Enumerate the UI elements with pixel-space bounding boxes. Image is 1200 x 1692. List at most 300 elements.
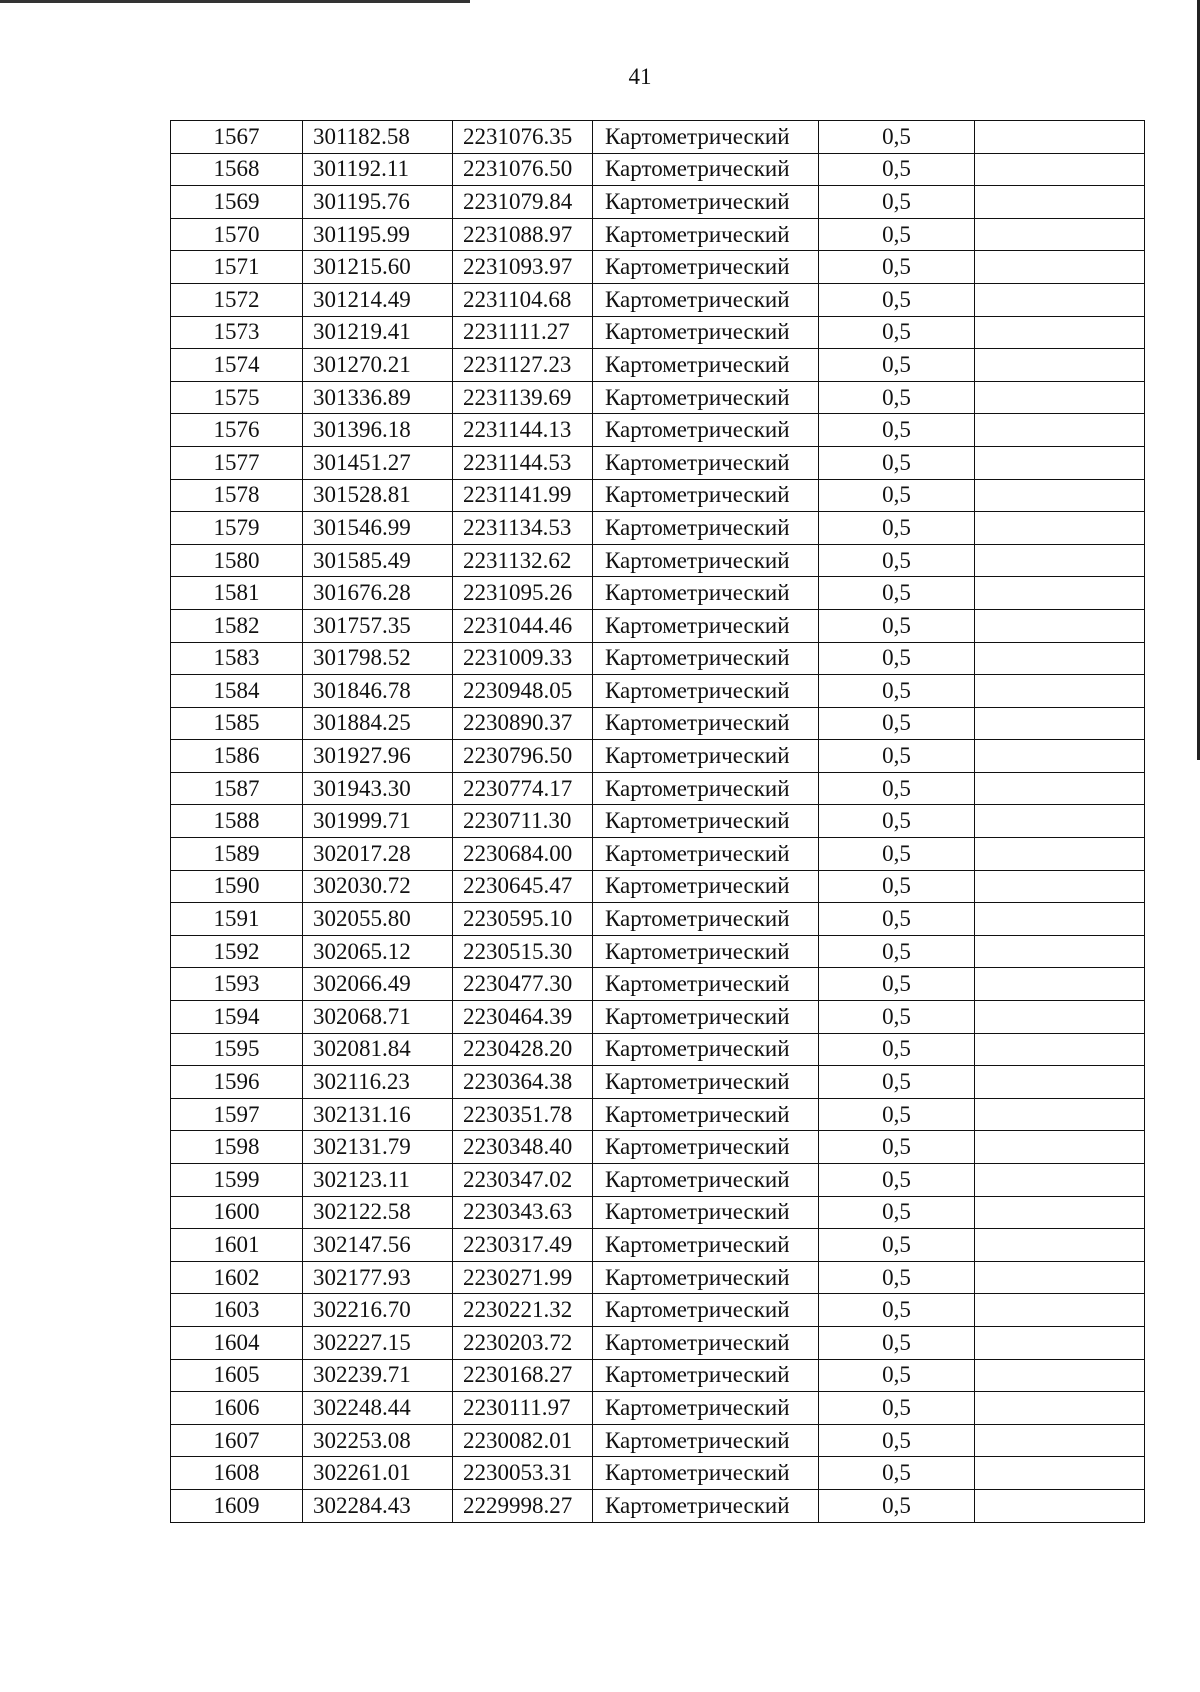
- error-cell: 0,5: [819, 1131, 975, 1164]
- x-coordinate-cell: 301195.99: [303, 218, 453, 251]
- x-coordinate-cell: 301585.49: [303, 544, 453, 577]
- y-coordinate-cell: 2230684.00: [453, 838, 593, 871]
- table-row: [171, 1392, 1145, 1425]
- error-cell: 0,5: [819, 349, 975, 382]
- x-coordinate-cell: 301219.41: [303, 316, 453, 349]
- note-cell: [975, 544, 1145, 577]
- y-coordinate-cell: 2230774.17: [453, 772, 593, 805]
- y-coordinate-cell: 2231144.13: [453, 414, 593, 447]
- x-coordinate-cell: 301546.99: [303, 512, 453, 545]
- point-number-cell: 1590: [171, 870, 303, 903]
- point-number-cell: 1568: [171, 153, 303, 186]
- method-cell: Картометрический: [593, 1033, 819, 1066]
- point-number-cell: 1604: [171, 1326, 303, 1359]
- method-cell: Картометрический: [593, 349, 819, 382]
- table-row: [171, 870, 1145, 903]
- note-cell: [975, 805, 1145, 838]
- error-cell: 0,5: [819, 707, 975, 740]
- error-cell: 0,5: [819, 316, 975, 349]
- table-row: [171, 772, 1145, 805]
- error-cell: 0,5: [819, 414, 975, 447]
- error-cell: 0,5: [819, 1359, 975, 1392]
- point-number-cell: 1575: [171, 381, 303, 414]
- note-cell: [975, 479, 1145, 512]
- error-cell: 0,5: [819, 838, 975, 871]
- y-coordinate-cell: 2231095.26: [453, 577, 593, 610]
- x-coordinate-cell: 301215.60: [303, 251, 453, 284]
- y-coordinate-cell: 2230317.49: [453, 1229, 593, 1262]
- point-number-cell: 1609: [171, 1489, 303, 1522]
- y-coordinate-cell: 2230221.32: [453, 1294, 593, 1327]
- table-row: [171, 1294, 1145, 1327]
- note-cell: [975, 642, 1145, 675]
- point-number-cell: 1580: [171, 544, 303, 577]
- point-number-cell: 1574: [171, 349, 303, 382]
- point-number-cell: 1599: [171, 1164, 303, 1197]
- method-cell: Картометрический: [593, 218, 819, 251]
- method-cell: Картометрический: [593, 577, 819, 610]
- error-cell: 0,5: [819, 642, 975, 675]
- x-coordinate-cell: 301451.27: [303, 446, 453, 479]
- table-row: [171, 903, 1145, 936]
- point-number-cell: 1608: [171, 1457, 303, 1490]
- error-cell: 0,5: [819, 935, 975, 968]
- note-cell: [975, 349, 1145, 382]
- point-number-cell: 1595: [171, 1033, 303, 1066]
- point-number-cell: 1569: [171, 186, 303, 219]
- note-cell: [975, 1229, 1145, 1262]
- x-coordinate-cell: 301884.25: [303, 707, 453, 740]
- table-row: [171, 838, 1145, 871]
- note-cell: [975, 903, 1145, 936]
- table-row: [171, 218, 1145, 251]
- method-cell: Картометрический: [593, 1457, 819, 1490]
- method-cell: Картометрический: [593, 1392, 819, 1425]
- x-coordinate-cell: 301270.21: [303, 349, 453, 382]
- table-row: [171, 805, 1145, 838]
- x-coordinate-cell: 302147.56: [303, 1229, 453, 1262]
- method-cell: Картометрический: [593, 414, 819, 447]
- page-number: 41: [628, 64, 652, 89]
- error-cell: 0,5: [819, 1489, 975, 1522]
- x-coordinate-cell: 301798.52: [303, 642, 453, 675]
- error-cell: 0,5: [819, 512, 975, 545]
- y-coordinate-cell: 2230111.97: [453, 1392, 593, 1425]
- point-number-cell: 1576: [171, 414, 303, 447]
- y-coordinate-cell: 2231144.53: [453, 446, 593, 479]
- x-coordinate-cell: 301676.28: [303, 577, 453, 610]
- point-number-cell: 1572: [171, 283, 303, 316]
- error-cell: 0,5: [819, 1001, 975, 1034]
- table-row: [171, 1326, 1145, 1359]
- note-cell: [975, 935, 1145, 968]
- method-cell: Картометрический: [593, 1131, 819, 1164]
- point-number-cell: 1571: [171, 251, 303, 284]
- method-cell: Картометрический: [593, 935, 819, 968]
- method-cell: Картометрический: [593, 446, 819, 479]
- x-coordinate-cell: 302131.79: [303, 1131, 453, 1164]
- table-row: [171, 512, 1145, 545]
- x-coordinate-cell: 302239.71: [303, 1359, 453, 1392]
- method-cell: Картометрический: [593, 479, 819, 512]
- x-coordinate-cell: 301927.96: [303, 740, 453, 773]
- error-cell: 0,5: [819, 609, 975, 642]
- table-row: [171, 316, 1145, 349]
- method-cell: Картометрический: [593, 1359, 819, 1392]
- point-number-cell: 1573: [171, 316, 303, 349]
- method-cell: Картометрический: [593, 1066, 819, 1099]
- error-cell: 0,5: [819, 121, 975, 154]
- y-coordinate-cell: 2231076.35: [453, 121, 593, 154]
- error-cell: 0,5: [819, 1424, 975, 1457]
- table-row: [171, 1261, 1145, 1294]
- note-cell: [975, 1098, 1145, 1131]
- y-coordinate-cell: 2230890.37: [453, 707, 593, 740]
- method-cell: Картометрический: [593, 1294, 819, 1327]
- table-row: [171, 707, 1145, 740]
- y-coordinate-cell: 2230796.50: [453, 740, 593, 773]
- table-row: [171, 153, 1145, 186]
- scan-edge-top: [0, 0, 470, 3]
- note-cell: [975, 1033, 1145, 1066]
- x-coordinate-cell: 301846.78: [303, 675, 453, 708]
- note-cell: [975, 153, 1145, 186]
- point-number-cell: 1585: [171, 707, 303, 740]
- y-coordinate-cell: 2231104.68: [453, 283, 593, 316]
- x-coordinate-cell: 302227.15: [303, 1326, 453, 1359]
- error-cell: 0,5: [819, 1294, 975, 1327]
- note-cell: [975, 446, 1145, 479]
- note-cell: [975, 968, 1145, 1001]
- note-cell: [975, 414, 1145, 447]
- note-cell: [975, 1359, 1145, 1392]
- error-cell: 0,5: [819, 1229, 975, 1262]
- table-row: [171, 414, 1145, 447]
- method-cell: Картометрический: [593, 283, 819, 316]
- y-coordinate-cell: 2230464.39: [453, 1001, 593, 1034]
- point-number-cell: 1581: [171, 577, 303, 610]
- table-row: [171, 1066, 1145, 1099]
- y-coordinate-cell: 2231132.62: [453, 544, 593, 577]
- error-cell: 0,5: [819, 544, 975, 577]
- table-row: [171, 283, 1145, 316]
- table-row: [171, 121, 1145, 154]
- y-coordinate-cell: 2230347.02: [453, 1164, 593, 1197]
- method-cell: Картометрический: [593, 1424, 819, 1457]
- x-coordinate-cell: 302216.70: [303, 1294, 453, 1327]
- method-cell: Картометрический: [593, 1164, 819, 1197]
- point-number-cell: 1594: [171, 1001, 303, 1034]
- table-row: [171, 609, 1145, 642]
- error-cell: 0,5: [819, 968, 975, 1001]
- note-cell: [975, 1457, 1145, 1490]
- point-number-cell: 1567: [171, 121, 303, 154]
- table-row: [171, 1164, 1145, 1197]
- table-row: [171, 1033, 1145, 1066]
- table-row: [171, 381, 1145, 414]
- method-cell: Картометрический: [593, 903, 819, 936]
- point-number-cell: 1596: [171, 1066, 303, 1099]
- x-coordinate-cell: 301943.30: [303, 772, 453, 805]
- method-cell: Картометрический: [593, 1196, 819, 1229]
- error-cell: 0,5: [819, 740, 975, 773]
- error-cell: 0,5: [819, 675, 975, 708]
- y-coordinate-cell: 2230948.05: [453, 675, 593, 708]
- note-cell: [975, 740, 1145, 773]
- method-cell: Картометрический: [593, 1098, 819, 1131]
- error-cell: 0,5: [819, 381, 975, 414]
- y-coordinate-cell: 2231134.53: [453, 512, 593, 545]
- y-coordinate-cell: 2231079.84: [453, 186, 593, 219]
- error-cell: 0,5: [819, 479, 975, 512]
- point-number-cell: 1600: [171, 1196, 303, 1229]
- x-coordinate-cell: 302055.80: [303, 903, 453, 936]
- error-cell: 0,5: [819, 1261, 975, 1294]
- error-cell: 0,5: [819, 805, 975, 838]
- y-coordinate-cell: 2231127.23: [453, 349, 593, 382]
- method-cell: Картометрический: [593, 186, 819, 219]
- x-coordinate-cell: 301195.76: [303, 186, 453, 219]
- note-cell: [975, 1164, 1145, 1197]
- method-cell: Картометрический: [593, 772, 819, 805]
- y-coordinate-cell: 2230364.38: [453, 1066, 593, 1099]
- y-coordinate-cell: 2231009.33: [453, 642, 593, 675]
- note-cell: [975, 186, 1145, 219]
- x-coordinate-cell: 302065.12: [303, 935, 453, 968]
- x-coordinate-cell: 301757.35: [303, 609, 453, 642]
- table-row: [171, 675, 1145, 708]
- error-cell: 0,5: [819, 870, 975, 903]
- table-row: [171, 1196, 1145, 1229]
- error-cell: 0,5: [819, 1196, 975, 1229]
- point-number-cell: 1587: [171, 772, 303, 805]
- point-number-cell: 1598: [171, 1131, 303, 1164]
- note-cell: [975, 1001, 1145, 1034]
- note-cell: [975, 1261, 1145, 1294]
- note-cell: [975, 316, 1145, 349]
- table-row: [171, 544, 1145, 577]
- note-cell: [975, 675, 1145, 708]
- table-row: [171, 1359, 1145, 1392]
- x-coordinate-cell: 302081.84: [303, 1033, 453, 1066]
- table-row: [171, 1001, 1145, 1034]
- table-row: [171, 446, 1145, 479]
- x-coordinate-cell: 302123.11: [303, 1164, 453, 1197]
- y-coordinate-cell: 2231111.27: [453, 316, 593, 349]
- point-number-cell: 1593: [171, 968, 303, 1001]
- y-coordinate-cell: 2229998.27: [453, 1489, 593, 1522]
- table-row: [171, 349, 1145, 382]
- method-cell: Картометрический: [593, 740, 819, 773]
- y-coordinate-cell: 2231093.97: [453, 251, 593, 284]
- error-cell: 0,5: [819, 186, 975, 219]
- coordinates-table-body: [171, 121, 1145, 1523]
- method-cell: Картометрический: [593, 381, 819, 414]
- note-cell: [975, 838, 1145, 871]
- error-cell: 0,5: [819, 251, 975, 284]
- note-cell: [975, 1489, 1145, 1522]
- note-cell: [975, 1066, 1145, 1099]
- method-cell: Картометрический: [593, 1326, 819, 1359]
- x-coordinate-cell: 302116.23: [303, 1066, 453, 1099]
- y-coordinate-cell: 2231139.69: [453, 381, 593, 414]
- point-number-cell: 1588: [171, 805, 303, 838]
- note-cell: [975, 609, 1145, 642]
- note-cell: [975, 1424, 1145, 1457]
- note-cell: [975, 381, 1145, 414]
- method-cell: Картометрический: [593, 870, 819, 903]
- method-cell: Картометрический: [593, 609, 819, 642]
- point-number-cell: 1584: [171, 675, 303, 708]
- note-cell: [975, 251, 1145, 284]
- method-cell: Картометрический: [593, 1489, 819, 1522]
- x-coordinate-cell: 302177.93: [303, 1261, 453, 1294]
- method-cell: Картометрический: [593, 1001, 819, 1034]
- point-number-cell: 1582: [171, 609, 303, 642]
- point-number-cell: 1606: [171, 1392, 303, 1425]
- y-coordinate-cell: 2230053.31: [453, 1457, 593, 1490]
- method-cell: Картометрический: [593, 675, 819, 708]
- note-cell: [975, 1326, 1145, 1359]
- table-row: [171, 968, 1145, 1001]
- method-cell: Картометрический: [593, 512, 819, 545]
- point-number-cell: 1577: [171, 446, 303, 479]
- error-cell: 0,5: [819, 283, 975, 316]
- error-cell: 0,5: [819, 577, 975, 610]
- table-row: [171, 186, 1145, 219]
- method-cell: Картометрический: [593, 707, 819, 740]
- y-coordinate-cell: 2230351.78: [453, 1098, 593, 1131]
- note-cell: [975, 1196, 1145, 1229]
- y-coordinate-cell: 2231044.46: [453, 609, 593, 642]
- error-cell: 0,5: [819, 153, 975, 186]
- method-cell: Картометрический: [593, 251, 819, 284]
- y-coordinate-cell: 2230348.40: [453, 1131, 593, 1164]
- error-cell: 0,5: [819, 1066, 975, 1099]
- note-cell: [975, 870, 1145, 903]
- method-cell: Картометрический: [593, 544, 819, 577]
- x-coordinate-cell: 302017.28: [303, 838, 453, 871]
- point-number-cell: 1603: [171, 1294, 303, 1327]
- x-coordinate-cell: 301999.71: [303, 805, 453, 838]
- method-cell: Картометрический: [593, 153, 819, 186]
- y-coordinate-cell: 2231088.97: [453, 218, 593, 251]
- x-coordinate-cell: 302066.49: [303, 968, 453, 1001]
- x-coordinate-cell: 301528.81: [303, 479, 453, 512]
- error-cell: 0,5: [819, 1326, 975, 1359]
- note-cell: [975, 121, 1145, 154]
- x-coordinate-cell: 301336.89: [303, 381, 453, 414]
- error-cell: 0,5: [819, 1033, 975, 1066]
- y-coordinate-cell: 2230595.10: [453, 903, 593, 936]
- x-coordinate-cell: 302284.43: [303, 1489, 453, 1522]
- x-coordinate-cell: 302248.44: [303, 1392, 453, 1425]
- point-number-cell: 1579: [171, 512, 303, 545]
- error-cell: 0,5: [819, 1457, 975, 1490]
- table-row: [171, 1098, 1145, 1131]
- table-row: [171, 1229, 1145, 1262]
- point-number-cell: 1586: [171, 740, 303, 773]
- x-coordinate-cell: 302122.58: [303, 1196, 453, 1229]
- table-row: [171, 1489, 1145, 1522]
- coordinates-table: [170, 120, 1145, 1523]
- x-coordinate-cell: 301214.49: [303, 283, 453, 316]
- method-cell: Картометрический: [593, 805, 819, 838]
- table-row: [171, 577, 1145, 610]
- y-coordinate-cell: 2230271.99: [453, 1261, 593, 1294]
- method-cell: Картометрический: [593, 642, 819, 675]
- method-cell: Картометрический: [593, 1261, 819, 1294]
- y-coordinate-cell: 2231076.50: [453, 153, 593, 186]
- note-cell: [975, 283, 1145, 316]
- x-coordinate-cell: 302131.16: [303, 1098, 453, 1131]
- x-coordinate-cell: 302261.01: [303, 1457, 453, 1490]
- point-number-cell: 1597: [171, 1098, 303, 1131]
- error-cell: 0,5: [819, 772, 975, 805]
- table-row: [171, 1424, 1145, 1457]
- table-row: [171, 935, 1145, 968]
- point-number-cell: 1589: [171, 838, 303, 871]
- method-cell: Картометрический: [593, 1229, 819, 1262]
- y-coordinate-cell: 2231141.99: [453, 479, 593, 512]
- note-cell: [975, 218, 1145, 251]
- method-cell: Картометрический: [593, 121, 819, 154]
- y-coordinate-cell: 2230168.27: [453, 1359, 593, 1392]
- point-number-cell: 1601: [171, 1229, 303, 1262]
- method-cell: Картометрический: [593, 838, 819, 871]
- y-coordinate-cell: 2230428.20: [453, 1033, 593, 1066]
- table-row: [171, 642, 1145, 675]
- point-number-cell: 1591: [171, 903, 303, 936]
- error-cell: 0,5: [819, 1164, 975, 1197]
- x-coordinate-cell: 302030.72: [303, 870, 453, 903]
- y-coordinate-cell: 2230477.30: [453, 968, 593, 1001]
- note-cell: [975, 772, 1145, 805]
- x-coordinate-cell: 302253.08: [303, 1424, 453, 1457]
- error-cell: 0,5: [819, 903, 975, 936]
- point-number-cell: 1607: [171, 1424, 303, 1457]
- note-cell: [975, 577, 1145, 610]
- x-coordinate-cell: 301182.58: [303, 121, 453, 154]
- y-coordinate-cell: 2230515.30: [453, 935, 593, 968]
- point-number-cell: 1605: [171, 1359, 303, 1392]
- error-cell: 0,5: [819, 218, 975, 251]
- point-number-cell: 1570: [171, 218, 303, 251]
- y-coordinate-cell: 2230203.72: [453, 1326, 593, 1359]
- error-cell: 0,5: [819, 1392, 975, 1425]
- y-coordinate-cell: 2230343.63: [453, 1196, 593, 1229]
- error-cell: 0,5: [819, 446, 975, 479]
- y-coordinate-cell: 2230645.47: [453, 870, 593, 903]
- table-row: [171, 740, 1145, 773]
- note-cell: [975, 1131, 1145, 1164]
- table-row: [171, 1457, 1145, 1490]
- note-cell: [975, 1294, 1145, 1327]
- x-coordinate-cell: 301396.18: [303, 414, 453, 447]
- point-number-cell: 1592: [171, 935, 303, 968]
- point-number-cell: 1602: [171, 1261, 303, 1294]
- y-coordinate-cell: 2230711.30: [453, 805, 593, 838]
- method-cell: Картометрический: [593, 316, 819, 349]
- point-number-cell: 1578: [171, 479, 303, 512]
- note-cell: [975, 512, 1145, 545]
- y-coordinate-cell: 2230082.01: [453, 1424, 593, 1457]
- table-row: [171, 1131, 1145, 1164]
- method-cell: Картометрический: [593, 968, 819, 1001]
- note-cell: [975, 707, 1145, 740]
- note-cell: [975, 1392, 1145, 1425]
- error-cell: 0,5: [819, 1098, 975, 1131]
